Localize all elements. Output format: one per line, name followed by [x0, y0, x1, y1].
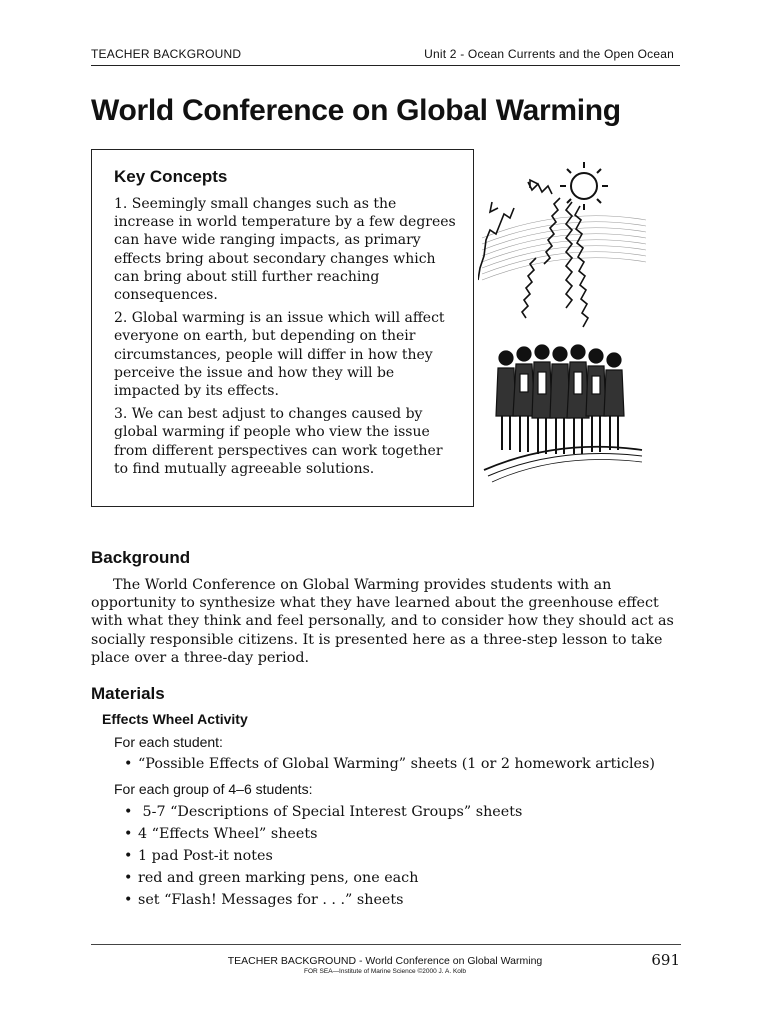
activity-subheading: Effects Wheel Activity	[102, 711, 248, 727]
key-concepts-box	[91, 149, 474, 507]
background-paragraph: The World Conference on Global Warming provides students with an opportunity to synthesize what they have learned about the greenhouse effect with what they think and feel personally, and to consider how they should act as socially responsible citizens. It is presented here as a three-step lesson to take place over a three-day period.	[91, 577, 674, 666]
key-concept-item: 1. Seemingly small changes such as the increase in world temperature by a few degrees can have wide ranging impacts, as primary effects bring about secondary changes which can bring about still further reaching consequences.	[114, 196, 456, 304]
list-item: • 5-7 “Descriptions of Special Interest Groups” sheets	[124, 801, 522, 823]
key-concept-item: 2. Global warming is an issue which will affect everyone on earth, but depending on their circumstances, people will differ in how they perceive the issue and how they will be impacted by its effects.	[114, 310, 445, 400]
footer-divider	[91, 944, 681, 945]
key-concepts-heading: Key Concepts	[114, 167, 228, 186]
materials-heading: Materials	[91, 684, 165, 703]
atmosphere-band	[482, 216, 646, 280]
student-materials-list	[124, 753, 655, 775]
for-each-group-label: For each group of 4–6 students:	[114, 781, 313, 797]
page-number: 691	[651, 951, 680, 969]
list-item: • set “Flash! Messages for . . .” sheets	[124, 889, 522, 911]
footer-copyright: FOR SEA—Institute of Marine Science ©2000 J. A. Kolb	[304, 968, 466, 975]
key-concept-item: 3. We can best adjust to changes caused by global warming if people who view the issue from different perspectives can work together to find mutually agreeable solutions.	[114, 406, 443, 477]
footer-title: TEACHER BACKGROUND - World Conference on Global Warming	[227, 955, 543, 967]
sun-icon	[560, 162, 608, 210]
header-section-label: TEACHER BACKGROUND	[91, 47, 242, 61]
group-materials-list	[124, 801, 522, 911]
header-unit-label: Unit 2 - Ocean Currents and the Open Ocean	[424, 47, 674, 61]
heat-wave-arrow-icon	[478, 180, 588, 327]
list-item: • “Possible Effects of Global Warming” sheets (1 or 2 homework articles)	[124, 753, 655, 775]
for-each-student-label: For each student:	[114, 734, 223, 750]
key-concepts-list	[114, 195, 459, 483]
people-group-icon	[496, 345, 624, 454]
page-title: World Conference on Global Warming	[91, 94, 621, 127]
list-item: • 1 pad Post-it notes	[124, 845, 522, 867]
list-item: • 4 “Effects Wheel” sheets	[124, 823, 522, 845]
running-header	[91, 45, 680, 66]
list-item: • red and green marking pens, one each	[124, 867, 522, 889]
global-warming-illustration	[478, 158, 648, 488]
background-heading: Background	[91, 548, 191, 567]
